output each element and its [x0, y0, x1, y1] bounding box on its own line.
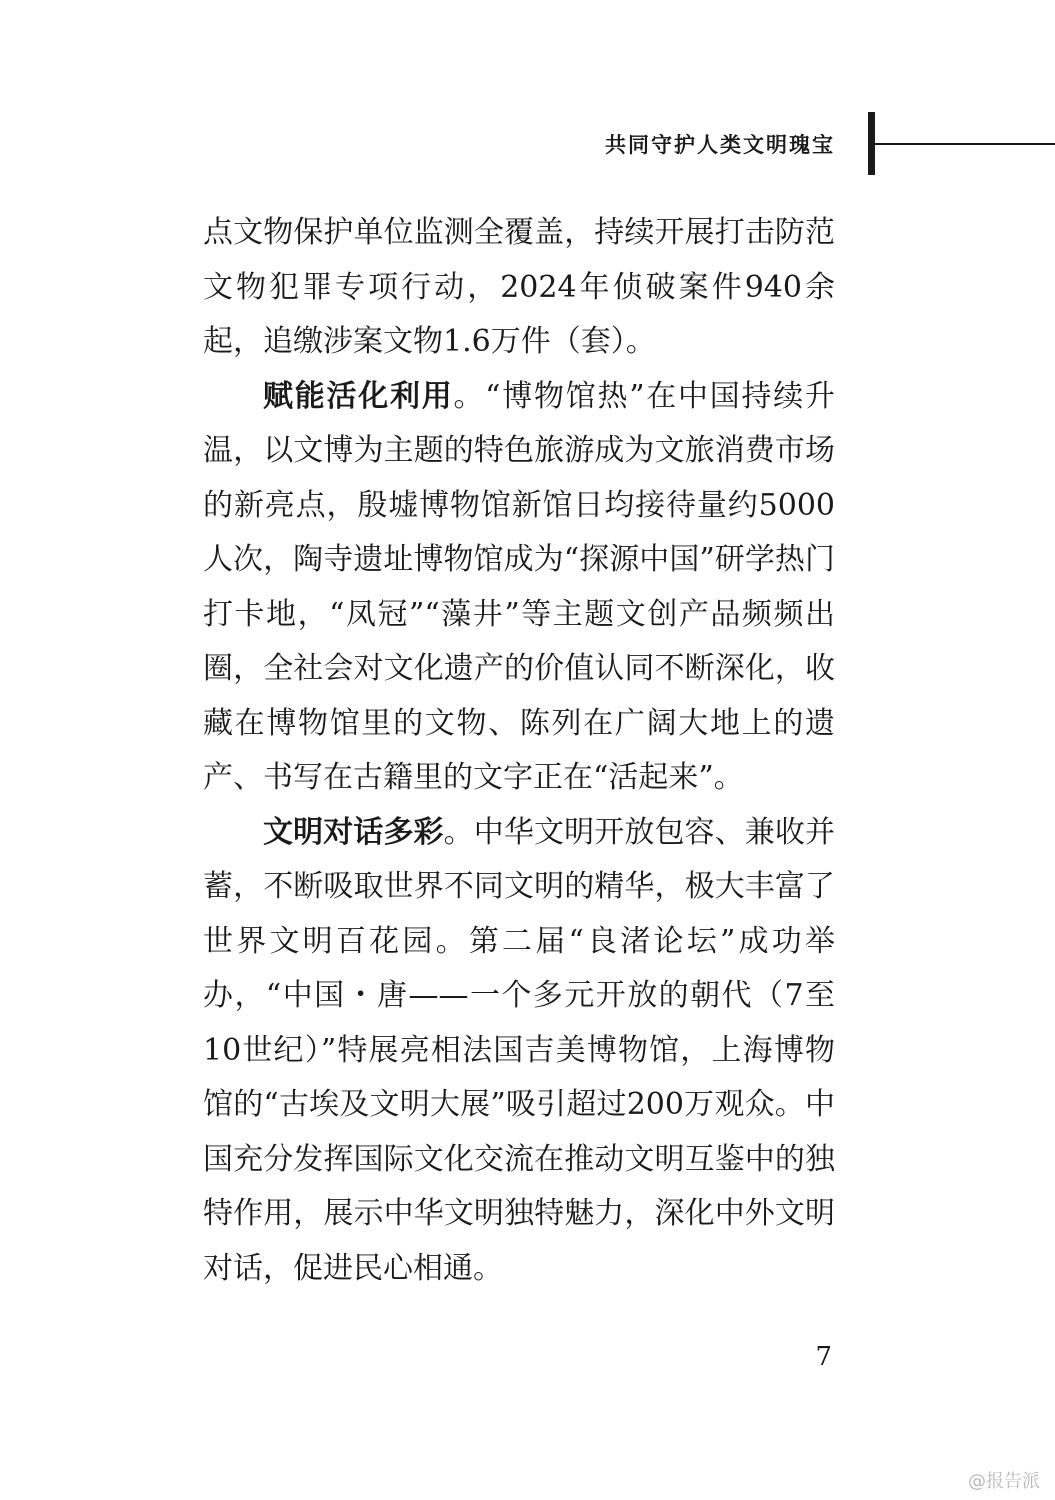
body-text [203, 206, 835, 1296]
paragraph-activation [203, 370, 835, 806]
header-rule [875, 143, 1055, 145]
paragraph-lead-activation: 赋能活化利用 [263, 378, 454, 414]
paragraph-text-activation: 。“博物馆热”在中国持续升温，以文博为主题的特色旅游成为文旅消费市场的新亮点，殷墟博物馆新馆日均接待量约5000人次，陶寺遗址博物馆成为“探源中国”研学热门打卡地，“凤冠”“藻井”等主题文创产品频频出圈，全社会对文化遗产的价值认同不断深化，收藏在博物馆里的文物、陈列在广阔大地上的遗产、书写在古籍里的文字正在“活起来”。 [203, 378, 835, 795]
watermark: @报告派 [968, 1471, 1040, 1492]
paragraph-continued: 点文物保护单位监测全覆盖，持续开展打击防范文物犯罪专项行动，2024年侦破案件940余起，追缴涉案文物1.6万件（套）。 [203, 215, 835, 359]
paragraph-text-dialogue: 。中华文明开放包容、兼收并蓄，不断吸取世界不同文明的精华，极大丰富了世界文明百花园。第二届“良渚论坛”成功举办，“中国・唐——一个多元开放的朝代（7至10世纪）”特展亮相法国吉美博物馆，上海博物馆的“古埃及文明大展”吸引超过200万观众。中国充分发挥国际文化交流在推动文明互鉴中的独特作用，展示中华文明独特魅力，深化中外文明对话，促进民心相通。 [203, 814, 836, 1286]
paragraph-lead-dialogue: 文明对话多彩 [263, 814, 444, 850]
header-bar [868, 112, 875, 175]
running-header: 共同守护人类文明瑰宝 [605, 133, 835, 157]
page-number: 7 [815, 1342, 832, 1372]
paragraph-dialogue [203, 806, 835, 1297]
